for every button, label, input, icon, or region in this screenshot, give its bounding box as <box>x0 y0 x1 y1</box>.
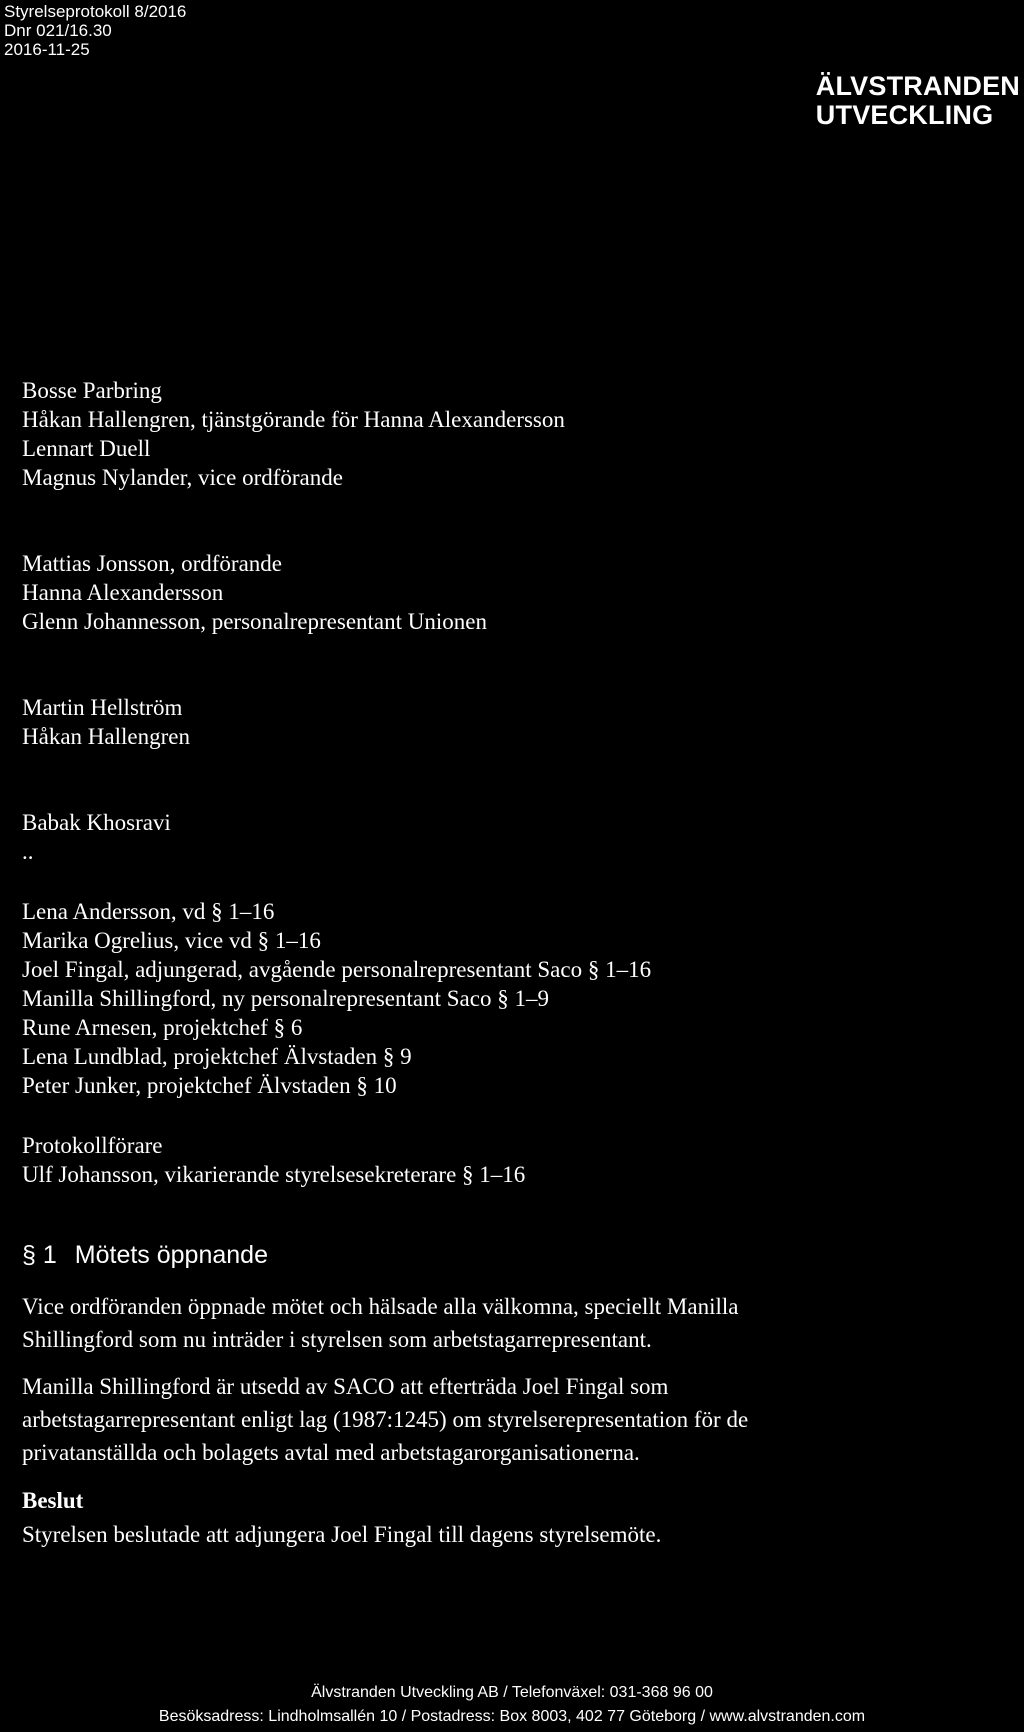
attendee-line: Mattias Jonsson, ordförande <box>22 551 282 576</box>
minutes-keeper <box>22 1131 525 1189</box>
footer-address-line: Besöksadress: Lindholmsallén 10 / Postadress: Box 8003, 402 77 Göteborg / www.alvstranden.com <box>158 1708 866 1725</box>
document-dnr: Dnr 021/16.30 <box>4 21 112 40</box>
decision-text: Styrelsen beslutade att adjungera Joel Fingal till dagens styrelsemöte. <box>22 1522 662 1547</box>
attendee-line: Håkan Hallengren <box>22 724 190 749</box>
section-title: Mötets öppnande <box>74 1241 268 1269</box>
company-logo <box>816 72 1020 130</box>
attendees-board-present <box>22 376 565 492</box>
attendee-line: Joel Fingal, adjungerad, avgående personalrepresentant Saco § 1–16 <box>22 957 652 982</box>
attendees-others-present <box>22 897 651 1100</box>
attendee-line: Bosse Parbring <box>22 378 162 403</box>
minutes-keeper-name: Ulf Johansson, vikarierande styrelsesekreterare § 1–16 <box>22 1162 526 1187</box>
attendees-group-3 <box>22 693 190 751</box>
attendee-line: Lena Andersson, vd § 1–16 <box>22 899 275 924</box>
paragraph-line: Vice ordföranden öppnade mötet och hälsade alla välkomna, speciellt Manilla <box>22 1294 739 1319</box>
footer-company-line: Älvstranden Utveckling AB / Telefonväxel: 031-368 96 00 <box>311 1684 713 1701</box>
attendee-line: Marika Ogrelius, vice vd § 1–16 <box>22 928 321 953</box>
paragraph-opening <box>22 1290 1012 1356</box>
attendees-group-2 <box>22 549 487 636</box>
attendee-line: Magnus Nylander, vice ordförande <box>22 465 343 490</box>
attendee-line: Manilla Shillingford, ny personalrepresentant Saco § 1–9 <box>22 986 549 1011</box>
attendee-line: Martin Hellström <box>22 695 183 720</box>
paragraph-appointment <box>22 1370 1012 1469</box>
section-heading <box>22 1240 268 1270</box>
paragraph-line: privatanställda och bolagets avtal med arbetstagarorganisationerna. <box>22 1440 640 1465</box>
attendee-line: Babak Khosravi <box>22 810 171 835</box>
document-date: 2016-11-25 <box>4 40 90 59</box>
attendee-line: Rune Arnesen, projektchef § 6 <box>22 1015 303 1040</box>
attendee-line: Lena Lundblad, projektchef Älvstaden § 9 <box>22 1044 412 1069</box>
document-header <box>4 2 186 59</box>
attendee-line: Lennart Duell <box>22 436 151 461</box>
section-number: § 1 <box>22 1241 57 1269</box>
attendee-line: Glenn Johannesson, personalrepresentant Unionen <box>22 609 487 634</box>
paragraph-line: Manilla Shillingford är utsedd av SACO att efterträda Joel Fingal som <box>22 1374 669 1399</box>
minutes-keeper-label: Protokollförare <box>22 1133 163 1158</box>
attendee-line: Peter Junker, projektchef Älvstaden § 10 <box>22 1073 397 1098</box>
decision-heading: Beslut <box>22 1488 84 1513</box>
attendees-group-4 <box>22 808 171 866</box>
page-footer <box>0 1681 1024 1729</box>
logo-line-1: ÄLVSTRANDEN <box>815 71 1020 101</box>
attendee-line: .. <box>22 839 34 864</box>
document-title: Styrelseprotokoll 8/2016 <box>4 2 187 21</box>
paragraph-line: arbetstagarrepresentant enligt lag (1987:1245) om styrelserepresentation för de <box>22 1407 749 1432</box>
attendee-line: Hanna Alexandersson <box>22 580 224 605</box>
paragraph-line: Shillingford som nu inträder i styrelsen som arbetstagarrepresentant. <box>22 1327 652 1352</box>
attendee-line: Håkan Hallengren, tjänstgörande för Hanna Alexandersson <box>22 407 565 432</box>
logo-line-2: UTVECKLING <box>815 100 994 130</box>
